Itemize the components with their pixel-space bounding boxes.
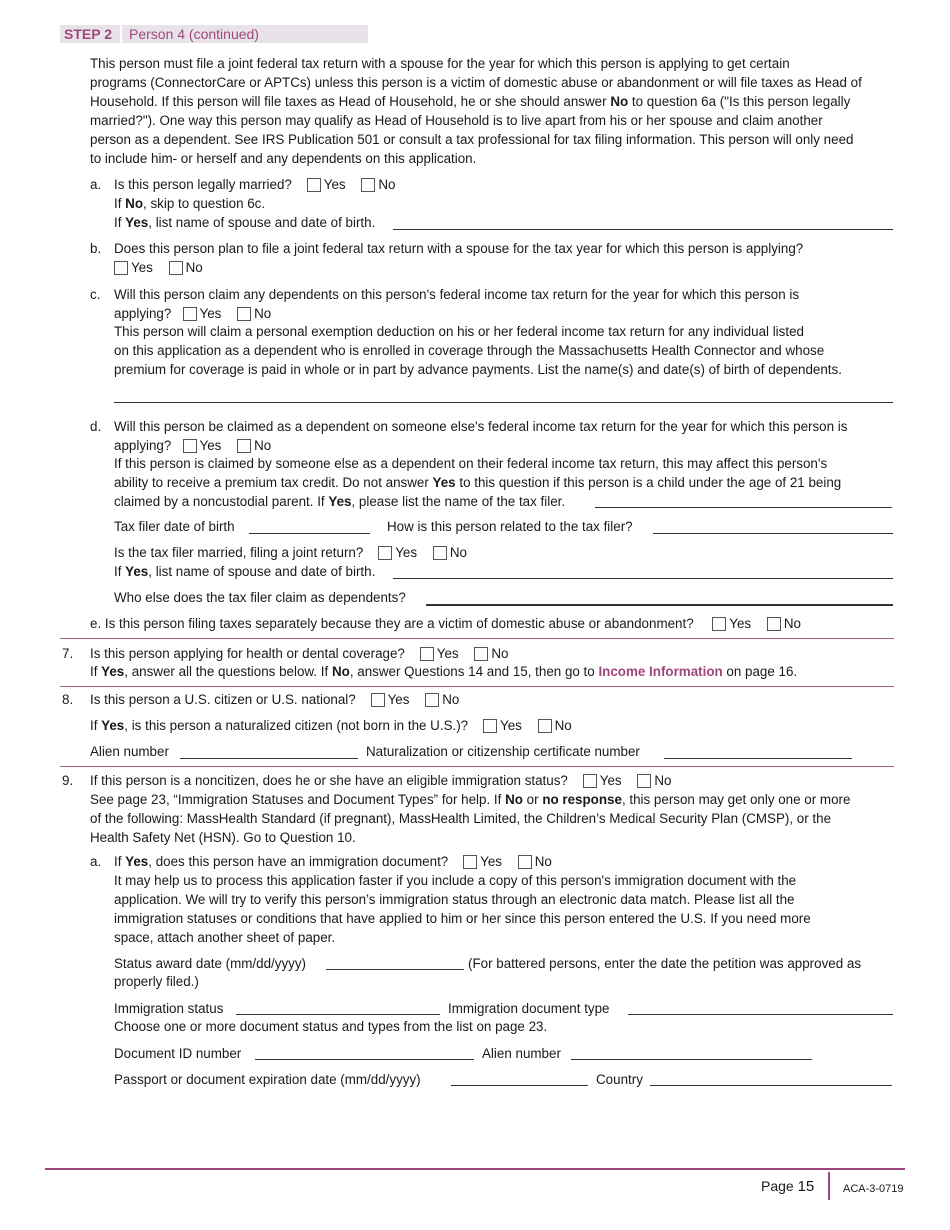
- intro-line-5: person as a dependent. See IRS Publication 501 or consult a tax professional for tax filing information. This person will only need: [90, 132, 854, 147]
- q6d-married-yes-checkbox[interactable]: [378, 546, 392, 560]
- q6d-note-1: If this person is claimed by someone else as a dependent on their federal income tax return, this may affect this person's: [114, 456, 828, 471]
- q6d-married-no-checkbox[interactable]: [433, 546, 447, 560]
- q8-yes-checkbox[interactable]: [371, 693, 385, 707]
- q8-yes-option[interactable]: Yes: [371, 691, 410, 709]
- q6e-yes-checkbox[interactable]: [712, 617, 726, 631]
- q9-country-label: Country: [596, 1072, 643, 1087]
- step-label: STEP 2: [64, 26, 112, 42]
- q6a-no-checkbox[interactable]: [361, 178, 375, 192]
- q6d-note-2: ability to receive a premium tax credit. Do not answer Yes to this question if this person is a child under the age of 21 being: [114, 475, 842, 490]
- q9-status-field[interactable]: [236, 1014, 440, 1015]
- form-code: ACA-3-0719: [843, 1183, 904, 1195]
- q9a-note-3: immigration statuses or conditions that have applied to him or her since this person entered the U.S. If you need more: [114, 911, 811, 926]
- q6d-yes-checkbox[interactable]: [183, 439, 197, 453]
- income-information-link[interactable]: Income Information: [598, 664, 723, 679]
- q7-question: Is this person applying for health or dental coverage? Yes No: [90, 646, 509, 661]
- intro-line-2: programs (ConnectorCare or APTCs) unless this person is a victim of domestic abuse or abandonment or will file taxes as Head of: [90, 75, 862, 90]
- q9-alien-field[interactable]: [571, 1059, 812, 1060]
- q8-naturalized-question: If Yes, is this person a naturalized citizen (not born in the U.S.)? Yes No: [90, 718, 572, 733]
- q6c-question-1: Will this person claim any dependents on this person's federal income tax return for the year for which this person is: [114, 287, 800, 302]
- intro-line-1: This person must file a joint federal tax return with a spouse for the year for which this person is applying to get certain: [90, 56, 790, 71]
- q9-no-checkbox[interactable]: [637, 774, 651, 788]
- section-divider: [60, 766, 894, 767]
- q9-docid-label: Document ID number: [114, 1046, 242, 1061]
- q8-cert-label: Naturalization or citizenship certificate number: [366, 744, 640, 759]
- q6c-note-2: on this application as a dependent who is enrolled in coverage through the Massachusetts Health Connector and whose: [114, 343, 825, 358]
- q9a-yes-checkbox[interactable]: [463, 855, 477, 869]
- q9-award-note-1: (For battered persons, enter the date the petition was approved as: [468, 956, 862, 971]
- q9-passport-label: Passport or document expiration date (mm/dd/yyyy): [114, 1072, 421, 1087]
- q6d-filer-dob-label: Tax filer date of birth: [114, 519, 235, 534]
- q9-country-field[interactable]: [650, 1085, 892, 1086]
- intro-line-6: to include him- or herself and any dependents on this application.: [90, 151, 477, 166]
- q8-nat-no-option[interactable]: No: [538, 717, 572, 735]
- q9-note-1: See page 23, “Immigration Statuses and Document Types” for help. If No or no response, this person may get only one or more: [90, 792, 851, 807]
- q6d-married-no-option[interactable]: No: [433, 544, 467, 562]
- q7-instructions: If Yes, answer all the questions below. If No, answer Questions 14 and 15, then go to Income Information on page 16.: [90, 664, 798, 679]
- q8-alien-label: Alien number: [90, 744, 169, 759]
- q6b-no-option[interactable]: No: [169, 259, 203, 277]
- q6d-spouse-field[interactable]: [393, 578, 893, 579]
- q9a-note-4: space, attach another sheet of paper.: [114, 930, 336, 945]
- q9-status-label: Immigration status: [114, 1001, 224, 1016]
- q6b-options: [114, 259, 215, 277]
- q6d-relation-label: How is this person related to the tax filer?: [387, 519, 633, 534]
- intro-line-3: Household. If this person will file taxes as Head of Household, he or she should answer No to question 6a ("Is this person legally: [90, 94, 851, 109]
- q6c-no-checkbox[interactable]: [237, 307, 251, 321]
- q9a-question: If Yes, does this person have an immigration document? Yes No: [114, 854, 552, 869]
- q8-no-option[interactable]: No: [425, 691, 459, 709]
- q7-no-checkbox[interactable]: [474, 647, 488, 661]
- q6c-letter: c.: [90, 287, 101, 302]
- q6a-yes-checkbox[interactable]: [307, 178, 321, 192]
- q9-award-field[interactable]: [326, 969, 464, 970]
- q6c-no-option[interactable]: No: [237, 305, 271, 323]
- q8-nat-yes-option[interactable]: Yes: [483, 717, 522, 735]
- q6a-letter: a.: [90, 177, 102, 192]
- section-divider: [60, 638, 894, 639]
- q6d-filer-name-field[interactable]: [595, 507, 892, 508]
- q9-note-2: of the following: MassHealth Standard (if pregnant), MassHealth Limited, the Children’s Medical Security Plan (CMSP), or the: [90, 811, 832, 826]
- q9-number: 9.: [62, 773, 74, 788]
- q9-doctype-field[interactable]: [628, 1014, 893, 1015]
- q6d-married-question: Is the tax filer married, filing a joint return? Yes No: [114, 545, 467, 560]
- q6a-no-option[interactable]: No: [361, 176, 395, 194]
- q9-yes-option[interactable]: Yes: [583, 772, 622, 790]
- q6d-no-checkbox[interactable]: [237, 439, 251, 453]
- q8-nat-yes-checkbox[interactable]: [483, 719, 497, 733]
- q8-no-checkbox[interactable]: [425, 693, 439, 707]
- q6a-skip-note: If No, skip to question 6c.: [114, 196, 266, 211]
- q9-award-label: Status award date (mm/dd/yyyy): [114, 956, 306, 971]
- q6b-no-checkbox[interactable]: [169, 261, 183, 275]
- q9-yes-checkbox[interactable]: [583, 774, 597, 788]
- q7-yes-checkbox[interactable]: [420, 647, 434, 661]
- q6d-relation-field[interactable]: [653, 533, 893, 534]
- q9-docid-field[interactable]: [255, 1059, 474, 1060]
- q6d-filer-dob-field[interactable]: [249, 533, 370, 534]
- q9-no-option[interactable]: No: [637, 772, 671, 790]
- q6d-letter: d.: [90, 419, 102, 434]
- q6d-yes-option[interactable]: Yes: [183, 437, 222, 455]
- q9a-letter: a.: [90, 854, 102, 869]
- q6d-dependents-field[interactable]: [426, 604, 893, 606]
- q6e-question: e. Is this person filing taxes separately because they are a victim of domestic abuse or abandonment? Yes No: [90, 616, 801, 631]
- q7-number: 7.: [62, 646, 74, 661]
- q6b-letter: b.: [90, 241, 102, 256]
- q6d-question-1: Will this person be claimed as a dependent on someone else's federal income tax return for the year for which this person is: [114, 419, 848, 434]
- q9-doctype-label: Immigration document type: [448, 1001, 610, 1016]
- q9-choose-note: Choose one or more document status and types from the list on page 23.: [114, 1019, 548, 1034]
- q7-no-option[interactable]: No: [474, 645, 508, 663]
- q8-cert-field[interactable]: [664, 758, 852, 759]
- q6d-note-3: claimed by a noncustodial parent. If Yes, please list the name of the tax filer.: [114, 494, 566, 509]
- q9a-note-2: application. We will try to verify this person’s immigration status through an electronic data match. Please list all the: [114, 892, 795, 907]
- q6c-note-3: premium for coverage is paid in whole or in part by advance payments. List the name(s) and date(s) of birth of dependents.: [114, 362, 842, 377]
- step-title: Person 4 (continued): [129, 26, 259, 42]
- q9-passport-field[interactable]: [451, 1085, 588, 1086]
- q6c-yes-option[interactable]: Yes: [183, 305, 222, 323]
- q6c-yes-checkbox[interactable]: [183, 307, 197, 321]
- q6e-no-option[interactable]: No: [767, 615, 801, 633]
- q6c-note-1: This person will claim a personal exemption deduction on his or her federal income tax return for any individual listed: [114, 324, 804, 339]
- q8-nat-no-checkbox[interactable]: [538, 719, 552, 733]
- q6c-dependents-field[interactable]: [114, 402, 893, 403]
- q9a-yes-option[interactable]: Yes: [463, 853, 502, 871]
- q9-note-3: Health Safety Net (HSN). Go to Question 10.: [90, 830, 356, 845]
- q8-alien-field[interactable]: [180, 758, 358, 759]
- q9a-no-checkbox[interactable]: [518, 855, 532, 869]
- q6b-yes-option[interactable]: Yes: [114, 259, 153, 277]
- step-header-divider: [120, 25, 122, 43]
- q9a-note-1: It may help us to process this application faster if you include a copy of this person's immigration document with the: [114, 873, 797, 888]
- q8-question: Is this person a U.S. citizen or U.S. national? Yes No: [90, 692, 460, 707]
- footer-rule: [45, 1168, 905, 1170]
- q9a-no-option[interactable]: No: [518, 853, 552, 871]
- q6a-spouse-field[interactable]: [393, 229, 893, 230]
- q6d-dependents-label: Who else does the tax filer claim as dependents?: [114, 590, 406, 605]
- q6a-spouse-label: If Yes, list name of spouse and date of birth.: [114, 215, 376, 230]
- q6b-question: Does this person plan to file a joint federal tax return with a spouse for the tax year for which this person is applying?: [114, 241, 804, 256]
- page-number: Page 15: [761, 1178, 815, 1195]
- q6a-yes-option[interactable]: Yes: [307, 176, 346, 194]
- q6d-question-2: applying? Yes No: [114, 438, 272, 453]
- q9-award-note-2: properly filed.): [114, 974, 199, 989]
- q6a-question: Is this person legally married? Yes No: [114, 177, 396, 192]
- q6e-no-checkbox[interactable]: [767, 617, 781, 631]
- q8-number: 8.: [62, 692, 74, 707]
- q7-yes-option[interactable]: Yes: [420, 645, 459, 663]
- footer-divider: [828, 1172, 830, 1200]
- q9-alien-label: Alien number: [482, 1046, 561, 1061]
- q6d-no-option[interactable]: No: [237, 437, 271, 455]
- intro-line-4: married?"). One way this person may qualify as Head of Household is to live apart from his or her spouse and claim another: [90, 113, 823, 128]
- q6e-yes-option[interactable]: Yes: [712, 615, 751, 633]
- q6d-spouse-label: If Yes, list name of spouse and date of birth.: [114, 564, 376, 579]
- section-divider: [60, 686, 894, 687]
- q6c-question-2: applying? Yes No: [114, 306, 272, 321]
- q6b-yes-checkbox[interactable]: [114, 261, 128, 275]
- q6d-married-yes-option[interactable]: Yes: [378, 544, 417, 562]
- q9-question: If this person is a noncitizen, does he or she have an eligible immigration status? Yes No: [90, 773, 672, 788]
